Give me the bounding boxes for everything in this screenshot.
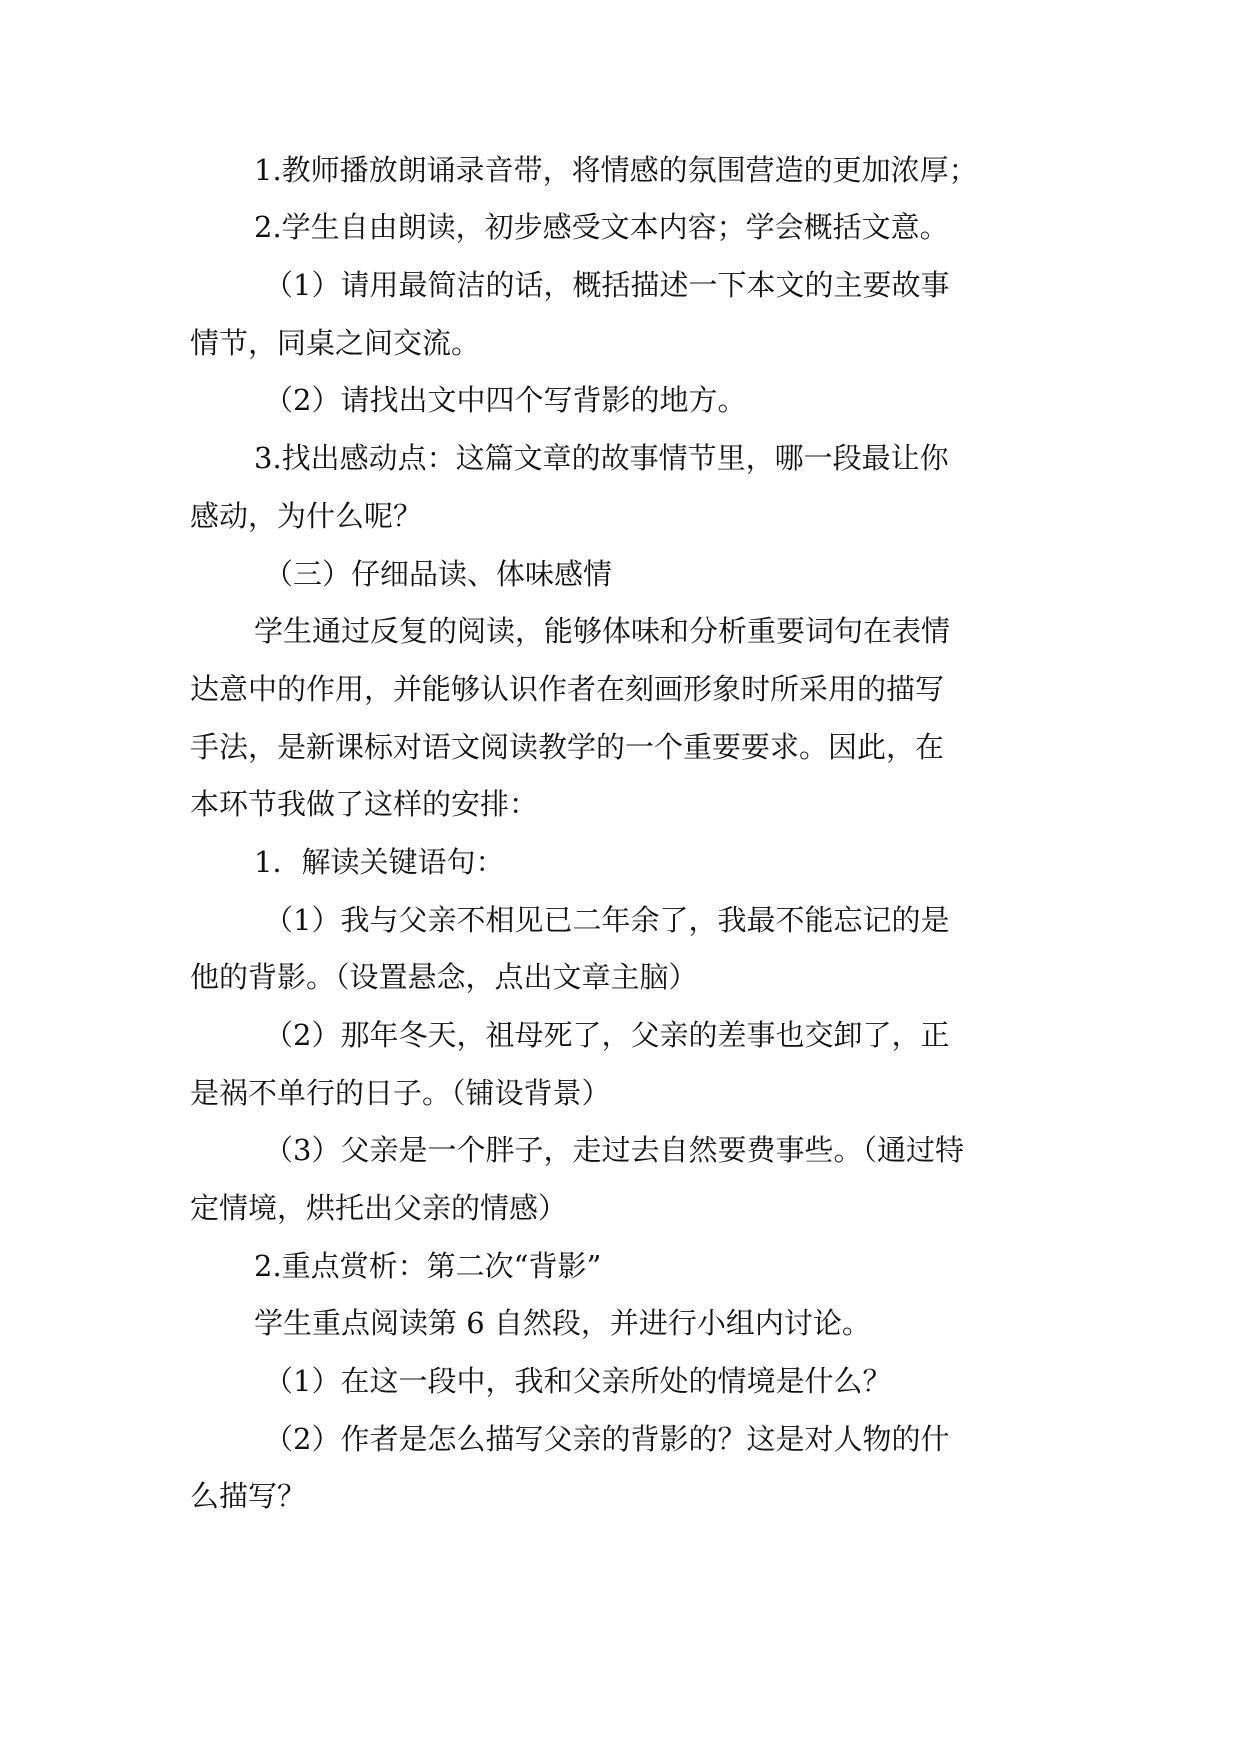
text-line: 1.教师播放朗诵录音带，将情感的氛围营造的更加浓厚； (254, 153, 978, 187)
text-line: 3.找出感动点：这篇文章的故事情节里，哪一段最让你 (254, 441, 949, 475)
text-line: （1）在这一段中，我和父亲所处的情境是什么？ (264, 1364, 892, 1398)
text-line: （3）父亲是一个胖子，走过去自然要费事些。（通过特 (264, 1133, 964, 1167)
text-line: 1．解读关键语句： (254, 845, 505, 879)
section-heading: （三）仔细品读、体味感情 (264, 557, 613, 591)
text-line: 感动，为什么呢？ (190, 499, 423, 533)
text-line: （1）我与父亲不相见已二年余了，我最不能忘记的是 (264, 903, 950, 937)
text-line: 学生重点阅读第 6 自然段，并进行小组内讨论。 (254, 1306, 871, 1340)
text-line: 2.学生自由朗读，初步感受文本内容；学会概括文意。 (254, 210, 949, 244)
text-line: （2）作者是怎么描写父亲的背影的？这是对人物的什 (264, 1422, 950, 1456)
text-line: 手法，是新课标对语文阅读教学的一个重要要求。因此，在 (190, 730, 945, 764)
text-line: 他的背影。（设置悬念，点出文章主脑） (190, 960, 698, 994)
text-line: （2）那年冬天，祖母死了，父亲的差事也交卸了，正 (264, 1018, 950, 1052)
text-line: 情节，同桌之间交流。 (190, 326, 481, 360)
text-line: 2.重点赏析：第二次“背影” (254, 1249, 602, 1283)
text-line: （1）请用最简洁的话，概括描述一下本文的主要故事 (264, 268, 950, 302)
text-line: 学生通过反复的阅读，能够体味和分析重要词句在表情 (254, 614, 951, 648)
text-line: 本环节我做了这样的安排： (190, 787, 539, 821)
text-line: （2）请找出文中四个写背影的地方。 (264, 383, 747, 417)
text-line: 达意中的作用，并能够认识作者在刻画形象时所采用的描写 (190, 672, 945, 706)
text-line: 定情境，烘托出父亲的情感） (190, 1191, 568, 1225)
text-line: 么描写？ (190, 1479, 307, 1513)
text-line: 是祸不单行的日子。（铺设背景） (190, 1076, 611, 1110)
